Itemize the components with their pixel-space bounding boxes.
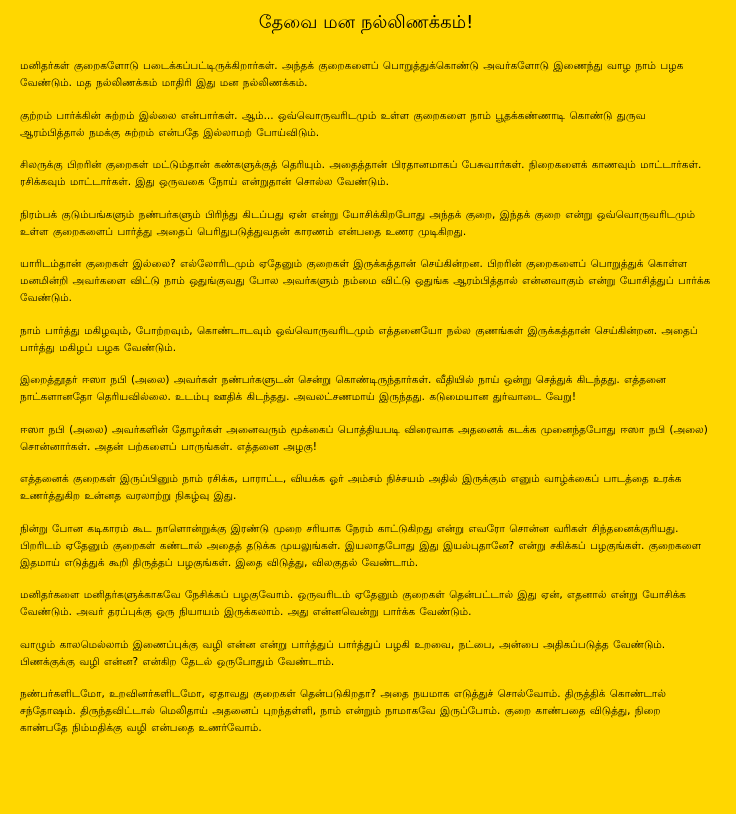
paragraph-11: மனிதர்களை மனிதர்களுக்காகவே நேசிக்கப் பழகுவோம். ஒருவரிடம் ஏதேனும் குறைகள் தென்பட்டால் இது ஏன், எதனால் என்று யோசிக்க வேண்டும். அவர் தரப்புக்கு ஒரு நியாயம் இருக்கலாம். அது என்னவென்று பார்க்க வேண்டும். bbox=[20, 589, 686, 618]
paragraph-3: சிலருக்கு பிறரின் குறைகள் மட்டும்தான் கண்களுக்குத் தெரியும். அதைத்தான் பிரதானமாகப் பேசுவார்கள். நிறைகளைக் காணவும் மாட்டார்கள். ரசிக்கவும் மாட்டார்கள். இது ஒருவகை நோய் என்றுதான் சொல்ல வேண்டும். bbox=[20, 159, 702, 188]
paragraph-9: எத்தனைக் குறைகள் இருப்பினும் நாம் ரசிக்க, பாராட்ட, வியக்க ஓர் அம்சம் நிச்சயம் அதில் இருக்கும் எனும் வாழ்க்கைப் பாடத்தை உரக்க உணர்த்துகிற உன்னத வரலாற்று நிகழ்வு இது. bbox=[20, 473, 682, 502]
paragraph-12: வாழும் காலமெல்லாம் இணைப்புக்கு வழி என்ன என்று பார்த்துப் பார்த்துப் பழகி உறவை, நட்பை, அன்பை அதிகப்படுத்த வேண்டும். பிணக்குக்கு வழி என்ன? என்கிற தேடல் ஒருபோதும் வேண்டாம். bbox=[20, 638, 666, 668]
article-body bbox=[20, 58, 712, 737]
paragraph-5: யாரிடம்தான் குறைகள் இல்லை? எல்லோரிடமும் ஏதேனும் குறைகள் இருக்கத்தான் செய்கின்றன. பிறரின் குறைகளைப் பொறுத்துக் கொள்ள மனமின்றி அவர்களை விட்டு நாம் ஒதுங்குவது போல அவர்களும் நம்மை விட்டு ஒதுங்க ஆரம்பித்தால் என்னவாகும் என்று யோசித்துப் பார்க்க வேண்டும். bbox=[20, 258, 711, 304]
paragraph-7: இறைத்தூதர் ஈஸா நபி (அலை) அவர்கள் நண்பர்களுடன் சென்று கொண்டிருந்தார்கள். வீதியில் நாய் ஒன்று செத்துக் கிடந்தது. எத்தனை நாட்களானதோ தெரியவில்லை. உடம்பு ஊதிக் கிடந்தது. அவலட்சணமாய் இருந்தது. கடுமையான துர்வாடை வேறு! bbox=[20, 374, 667, 403]
paragraph-1: மனிதர்கள் குறைகளோடு படைக்கப்பட்டிருக்கிறார்கள். அந்தக் குறைகளைப் பொறுத்துக்கொண்டு அவர்களோடு இணைந்து வாழ நாம் பழக வேண்டும். மத நல்லிணக்கம் மாதிரி இது மன நல்லிணக்கம். bbox=[20, 60, 684, 89]
paragraph-10: நின்று போன கடிகாரம் கூட நாளொன்றுக்கு இரண்டு முறை சரியாக நேரம் காட்டுகிறது என்று எவரோ சொன்ன வரிகள் சிந்தனைக்குரியது. பிறரிடம் ஏதேனும் குறைகள் கண்டால் அதைத் தடுக்க முயலுங்கள். இயலாதபோது இது இயல்புதானே? என்று சகிக்கப் பழகுங்கள். குறைகளை இதமாய் எடுத்துக் கூறி திருத்தப் பழகுங்கள். இதை விடுத்து, விலகுதல் வேண்டாம். bbox=[20, 522, 702, 569]
paragraph-4: நிரம்பக் குடும்பங்களும் நண்பர்களும் பிரிந்து கிடப்பது ஏன் என்று யோசிக்கிறபோது அந்தக் குறை, இந்தக் குறை என்று ஒவ்வொருவரிடமும் உள்ள குறைகளைப் பார்த்து அதைப் பெரிதுபடுத்துவதன் காரணம் என்பதை உணர முடிகிறது. bbox=[20, 208, 696, 238]
article-title: தேவை மன நல்லிணக்கம்! bbox=[258, 12, 474, 33]
paragraph-13: நண்பர்களிடமோ, உறவினர்களிடமோ, ஏதாவது குறைகள் தென்படுகிறதா? அதை நயமாக எடுத்துச் சொல்வோம். திருத்திக் கொண்டால் சந்தோஷம். திருந்தவிட்டால் மெலிதாய் அதனைப் புறந்தள்ளி, நாம் என்றும் நாமாகவே இருப்போம். குறை காண்பதை விடுத்து, நிறை காண்பதே நிம்மதிக்கு வழி என்பதை உணர்வோம். bbox=[20, 688, 667, 734]
paragraph-8: ஈஸா நபி (அலை) அவர்களின் தோழர்கள் அனைவரும் மூக்கைப் பொத்தியபடி விரைவாக அதனைக் கடக்க முனைந்தபோது ஈஸா நபி (அலை) சொன்னார்கள். அதன் பற்களைப் பாருங்கள். எத்தனை அழகு! bbox=[20, 423, 708, 453]
paragraph-6: நாம் பார்த்து மகிழவும், போற்றவும், கொண்டாடவும் ஒவ்வொருவரிடமும் எத்தனையோ நல்ல குணங்கள் இருக்கத்தான் செய்கின்றன. அதைப் பார்த்து மகிழப் பழக வேண்டும். bbox=[20, 324, 698, 354]
paragraph-2: குற்றம் பார்க்கின் சுற்றம் இல்லை என்பார்கள். ஆம்... ஒவ்வொருவரிடமும் உள்ள குறைகளை நாம் பூதக்கண்ணாடி கொண்டு துருவ ஆரம்பித்தால் நமக்கு சுற்றம் என்பதே இல்லாமற் போய்விடும். bbox=[20, 109, 646, 139]
